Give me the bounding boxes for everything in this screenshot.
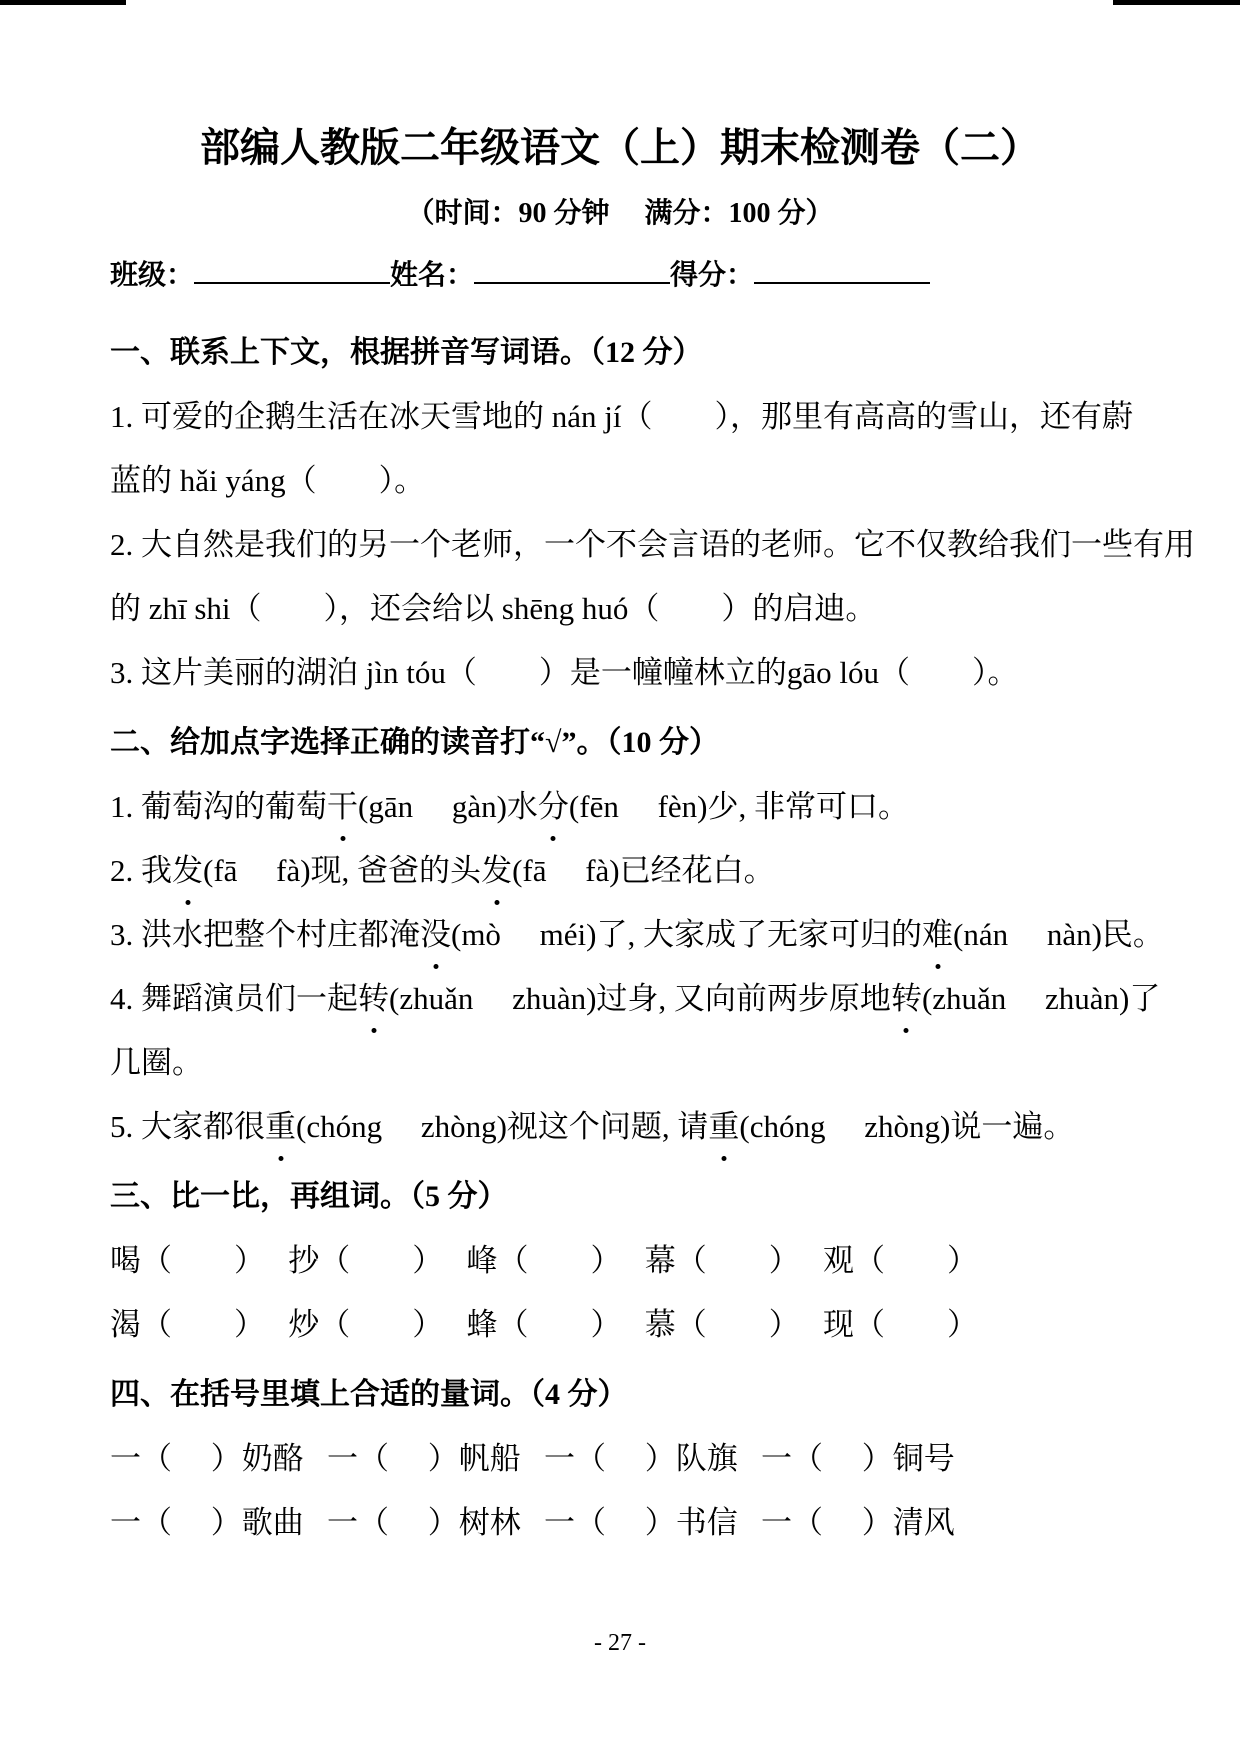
question-line: [110, 1229, 1155, 1293]
class-label: 班级：: [110, 260, 195, 291]
question-line: [110, 385, 1155, 449]
question-line: [110, 1095, 1155, 1159]
emphasized-char: 重: [265, 1095, 296, 1159]
section-heading: 一、联系上下文，根据拼音写词语。（12 分）: [110, 336, 703, 369]
text-segment: (mò méi)了, 大家成了无家可归的: [451, 917, 922, 952]
text-segment: (chóng zhòng)视这个问题, 请: [296, 1109, 709, 1144]
question-line: [110, 513, 1195, 577]
name-label: 姓名：: [390, 260, 475, 291]
section-heading: 三、比一比，再组词。（5 分）: [110, 1180, 508, 1213]
text-segment: (gān gàn)水: [358, 789, 538, 824]
text-segment: (chóng zhòng)说一遍。: [739, 1109, 1075, 1144]
question-line: [110, 1427, 1155, 1491]
question-section: [110, 1363, 1155, 1555]
text-segment: (zhuǎn zhuàn)过身, 又向前两步原地: [389, 981, 891, 1016]
question-section: [110, 711, 1164, 1159]
page-title: 部编人教版二年级语文（上）期末检测卷（二）: [200, 125, 1040, 170]
question-line: [110, 775, 1155, 839]
question-line: [110, 1491, 1155, 1555]
text-segment: 3. 这片美丽的湖泊 jìn tóu（ ）是一幢幢林立的gāo lóu（ ）。: [110, 655, 1019, 690]
emphasized-char: 发: [481, 839, 512, 903]
score-blank-line: [754, 248, 930, 284]
emphasized-char: 分: [538, 775, 569, 839]
emphasized-char: 干: [327, 775, 358, 839]
top-left-rule: [0, 0, 126, 5]
text-segment: 喝（ ） 抄（ ） 峰（ ） 幕（ ） 观（ ）: [110, 1243, 978, 1278]
student-info-row: [110, 248, 930, 299]
question-line: [110, 967, 1161, 1031]
text-segment: 蓝的 hǎi yáng（ ）。: [110, 463, 426, 498]
emphasized-char: 没: [420, 903, 451, 967]
text-segment: (nán nàn)民。: [953, 917, 1164, 952]
text-segment: 2. 我: [110, 853, 172, 888]
text-segment: 渴（ ） 炒（ ） 蜂（ ） 慕（ ） 现（ ）: [110, 1307, 978, 1342]
text-segment: (fā fà)已经花白。: [512, 853, 775, 888]
text-segment: 一（ ）奶酪 一（ ）帆船 一（ ）队旗 一（ ）铜号: [110, 1441, 955, 1476]
text-segment: (zhuǎn zhuàn)了: [921, 981, 1161, 1016]
text-segment: 3. 洪水把整个村庄都淹: [110, 917, 420, 952]
question-line: [110, 1293, 1155, 1357]
text-segment: 4. 舞蹈演员们一起: [110, 981, 358, 1016]
exam-time-score-info: （时间：90 分钟 满分：100 分）: [406, 198, 834, 229]
emphasized-char: 转: [358, 967, 389, 1031]
name-blank-line: [474, 248, 670, 284]
score-label: 得分：: [670, 260, 755, 291]
question-sections: [110, 321, 1195, 1555]
text-segment: 的 zhī shi（ ），还会给以 shēng huó（ ）的启迪。: [110, 591, 877, 626]
text-segment: 一（ ）歌曲 一（ ）树林 一（ ）书信 一（ ）清风: [110, 1505, 955, 1540]
question-line: [110, 577, 1155, 641]
emphasized-char: 发: [172, 839, 203, 903]
question-line: [110, 449, 1155, 513]
class-blank-line: [194, 248, 390, 284]
text-segment: 几圈。: [110, 1045, 203, 1080]
section-heading: 二、给加点字选择正确的读音打“√”。（10 分）: [110, 726, 719, 759]
question-line: [110, 903, 1164, 967]
section-heading: 四、在括号里填上合适的量词。（4 分）: [110, 1378, 628, 1411]
page-number: - 27 -: [594, 1630, 646, 1656]
text-segment: 5. 大家都很: [110, 1109, 265, 1144]
emphasized-char: 难: [922, 903, 953, 967]
text-segment: (fēn fèn)少, 非常可口。: [568, 789, 909, 824]
question-line: [110, 641, 1155, 705]
emphasized-char: 重: [708, 1095, 739, 1159]
top-right-rule: [1113, 0, 1240, 5]
text-segment: 1. 葡萄沟的葡萄: [110, 789, 327, 824]
question-line: [110, 1031, 1155, 1095]
text-segment: (fā fà)现, 爸爸的头: [203, 853, 482, 888]
text-segment: 2. 大自然是我们的另一个老师，一个不会言语的老师。它不仅教给我们一些有用: [110, 527, 1195, 562]
text-segment: 1. 可爱的企鹅生活在冰天雪地的 nán jí（ ），那里有高高的雪山，还有蔚: [110, 399, 1133, 434]
question-line: [110, 839, 1155, 903]
emphasized-char: 转: [891, 967, 922, 1031]
question-section: [110, 321, 1195, 705]
question-section: [110, 1165, 1155, 1357]
